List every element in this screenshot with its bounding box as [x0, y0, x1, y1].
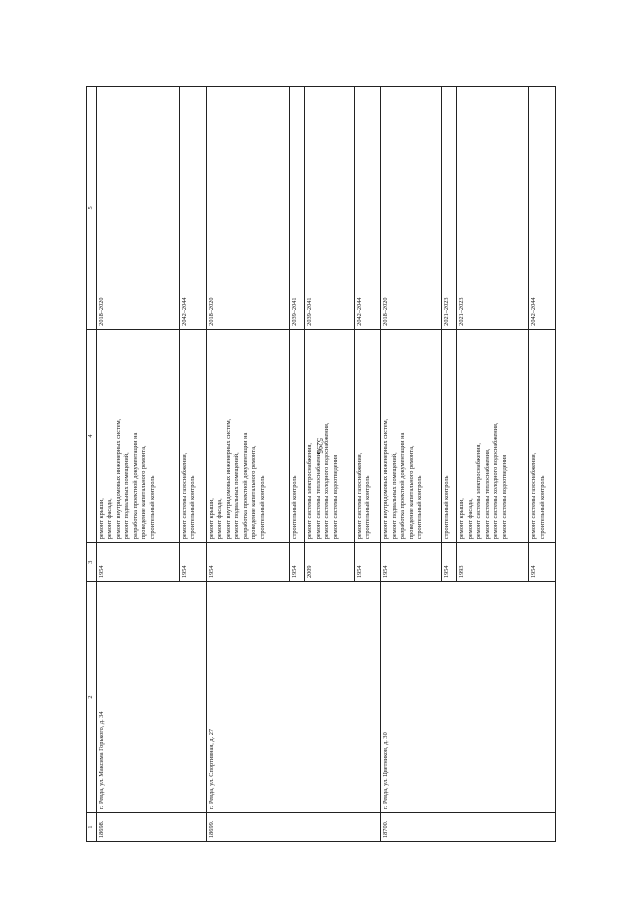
repair-works: ремонт внутридомовых инженерных систем, ремонт подвальных помещений, разработка проектной документации на проведение капитального ремонта, строительный контроль	[381, 329, 442, 542]
repair-period: 2039–2041	[289, 87, 304, 330]
build-year: 1954	[381, 543, 442, 582]
build-year: 1954	[529, 543, 556, 582]
build-year: 1954	[206, 543, 289, 582]
table-row	[381, 87, 442, 842]
capital-repair-table	[86, 86, 556, 842]
table-body	[96, 87, 556, 842]
column-number-row	[87, 87, 97, 842]
record-number: 18700.	[381, 813, 556, 842]
column-header: 1	[87, 813, 97, 842]
column-header: 2	[87, 582, 97, 813]
repair-period: 2042–2044	[179, 87, 206, 330]
repair-period: 2018–2020	[381, 87, 442, 330]
build-year: 2009	[305, 543, 354, 582]
repair-works: ремонт крыши, ремонт фасада, ремонт внутридомовых инженерных систем, ремонт подвальных помещений, разработка проектной документации на проведение капитального ремонта, строительный контроль	[96, 329, 179, 542]
repair-works: строительный контроль	[441, 329, 456, 542]
column-header: 3	[87, 543, 97, 582]
record-number: 18699.	[206, 813, 381, 842]
repair-period: 2039–2041	[305, 87, 354, 330]
table-row	[206, 87, 289, 842]
repair-period: 2042–2044	[354, 87, 381, 330]
repair-works: ремонт системы электроснабжения, ремонт системы теплоснабжения, ремонт системы холодного водоснабжения, ремонт системы водоотведения	[305, 329, 354, 542]
build-year: 1993	[457, 543, 529, 582]
building-address: г. Ревда, ул. Максима Горького, д. 34	[96, 582, 206, 813]
column-header: 4	[87, 329, 97, 542]
building-address: г. Ревда, ул. Цветников, д. 30	[381, 582, 556, 813]
build-year: 1954	[441, 543, 456, 582]
repair-period: 2042–2044	[529, 87, 556, 330]
repair-period: 2021–2023	[441, 87, 456, 330]
build-year: 1954	[179, 543, 206, 582]
record-number: 18698.	[96, 813, 206, 842]
repair-works: ремонт системы газоснабжения, строительный контроль	[354, 329, 381, 542]
building-address: г. Ревда, ул. Спортивная, д. 27	[206, 582, 381, 813]
repair-works: ремонт системы газоснабжения, строительный контроль	[179, 329, 206, 542]
column-header: 5	[87, 87, 97, 330]
repair-works: ремонт крыши, ремонт фасада, ремонт системы электроснабжения, ремонт системы теплоснабжения, ремонт системы холодного водоснабжения, ремонт системы водоотведения	[457, 329, 529, 542]
repair-period: 2018–2020	[96, 87, 179, 330]
repair-works: ремонт крыши, ремонт фасада, ремонт внутридомовых инженерных систем, ремонт подвальных помещений, разработка проектной документации на проведение капитального ремонта, строительный контроль	[206, 329, 289, 542]
repair-works: строительный контроль	[289, 329, 304, 542]
rotated-table-wrapper	[86, 86, 556, 842]
repair-period: 2021–2023	[457, 87, 529, 330]
repair-period: 2018–2020	[206, 87, 289, 330]
build-year: 1954	[289, 543, 304, 582]
repair-works: ремонт системы газоснабжения, строительный контроль	[529, 329, 556, 542]
build-year: 1954	[354, 543, 381, 582]
page-number: 5295	[315, 438, 324, 454]
table-row	[96, 87, 179, 842]
build-year: 1954	[96, 543, 179, 582]
